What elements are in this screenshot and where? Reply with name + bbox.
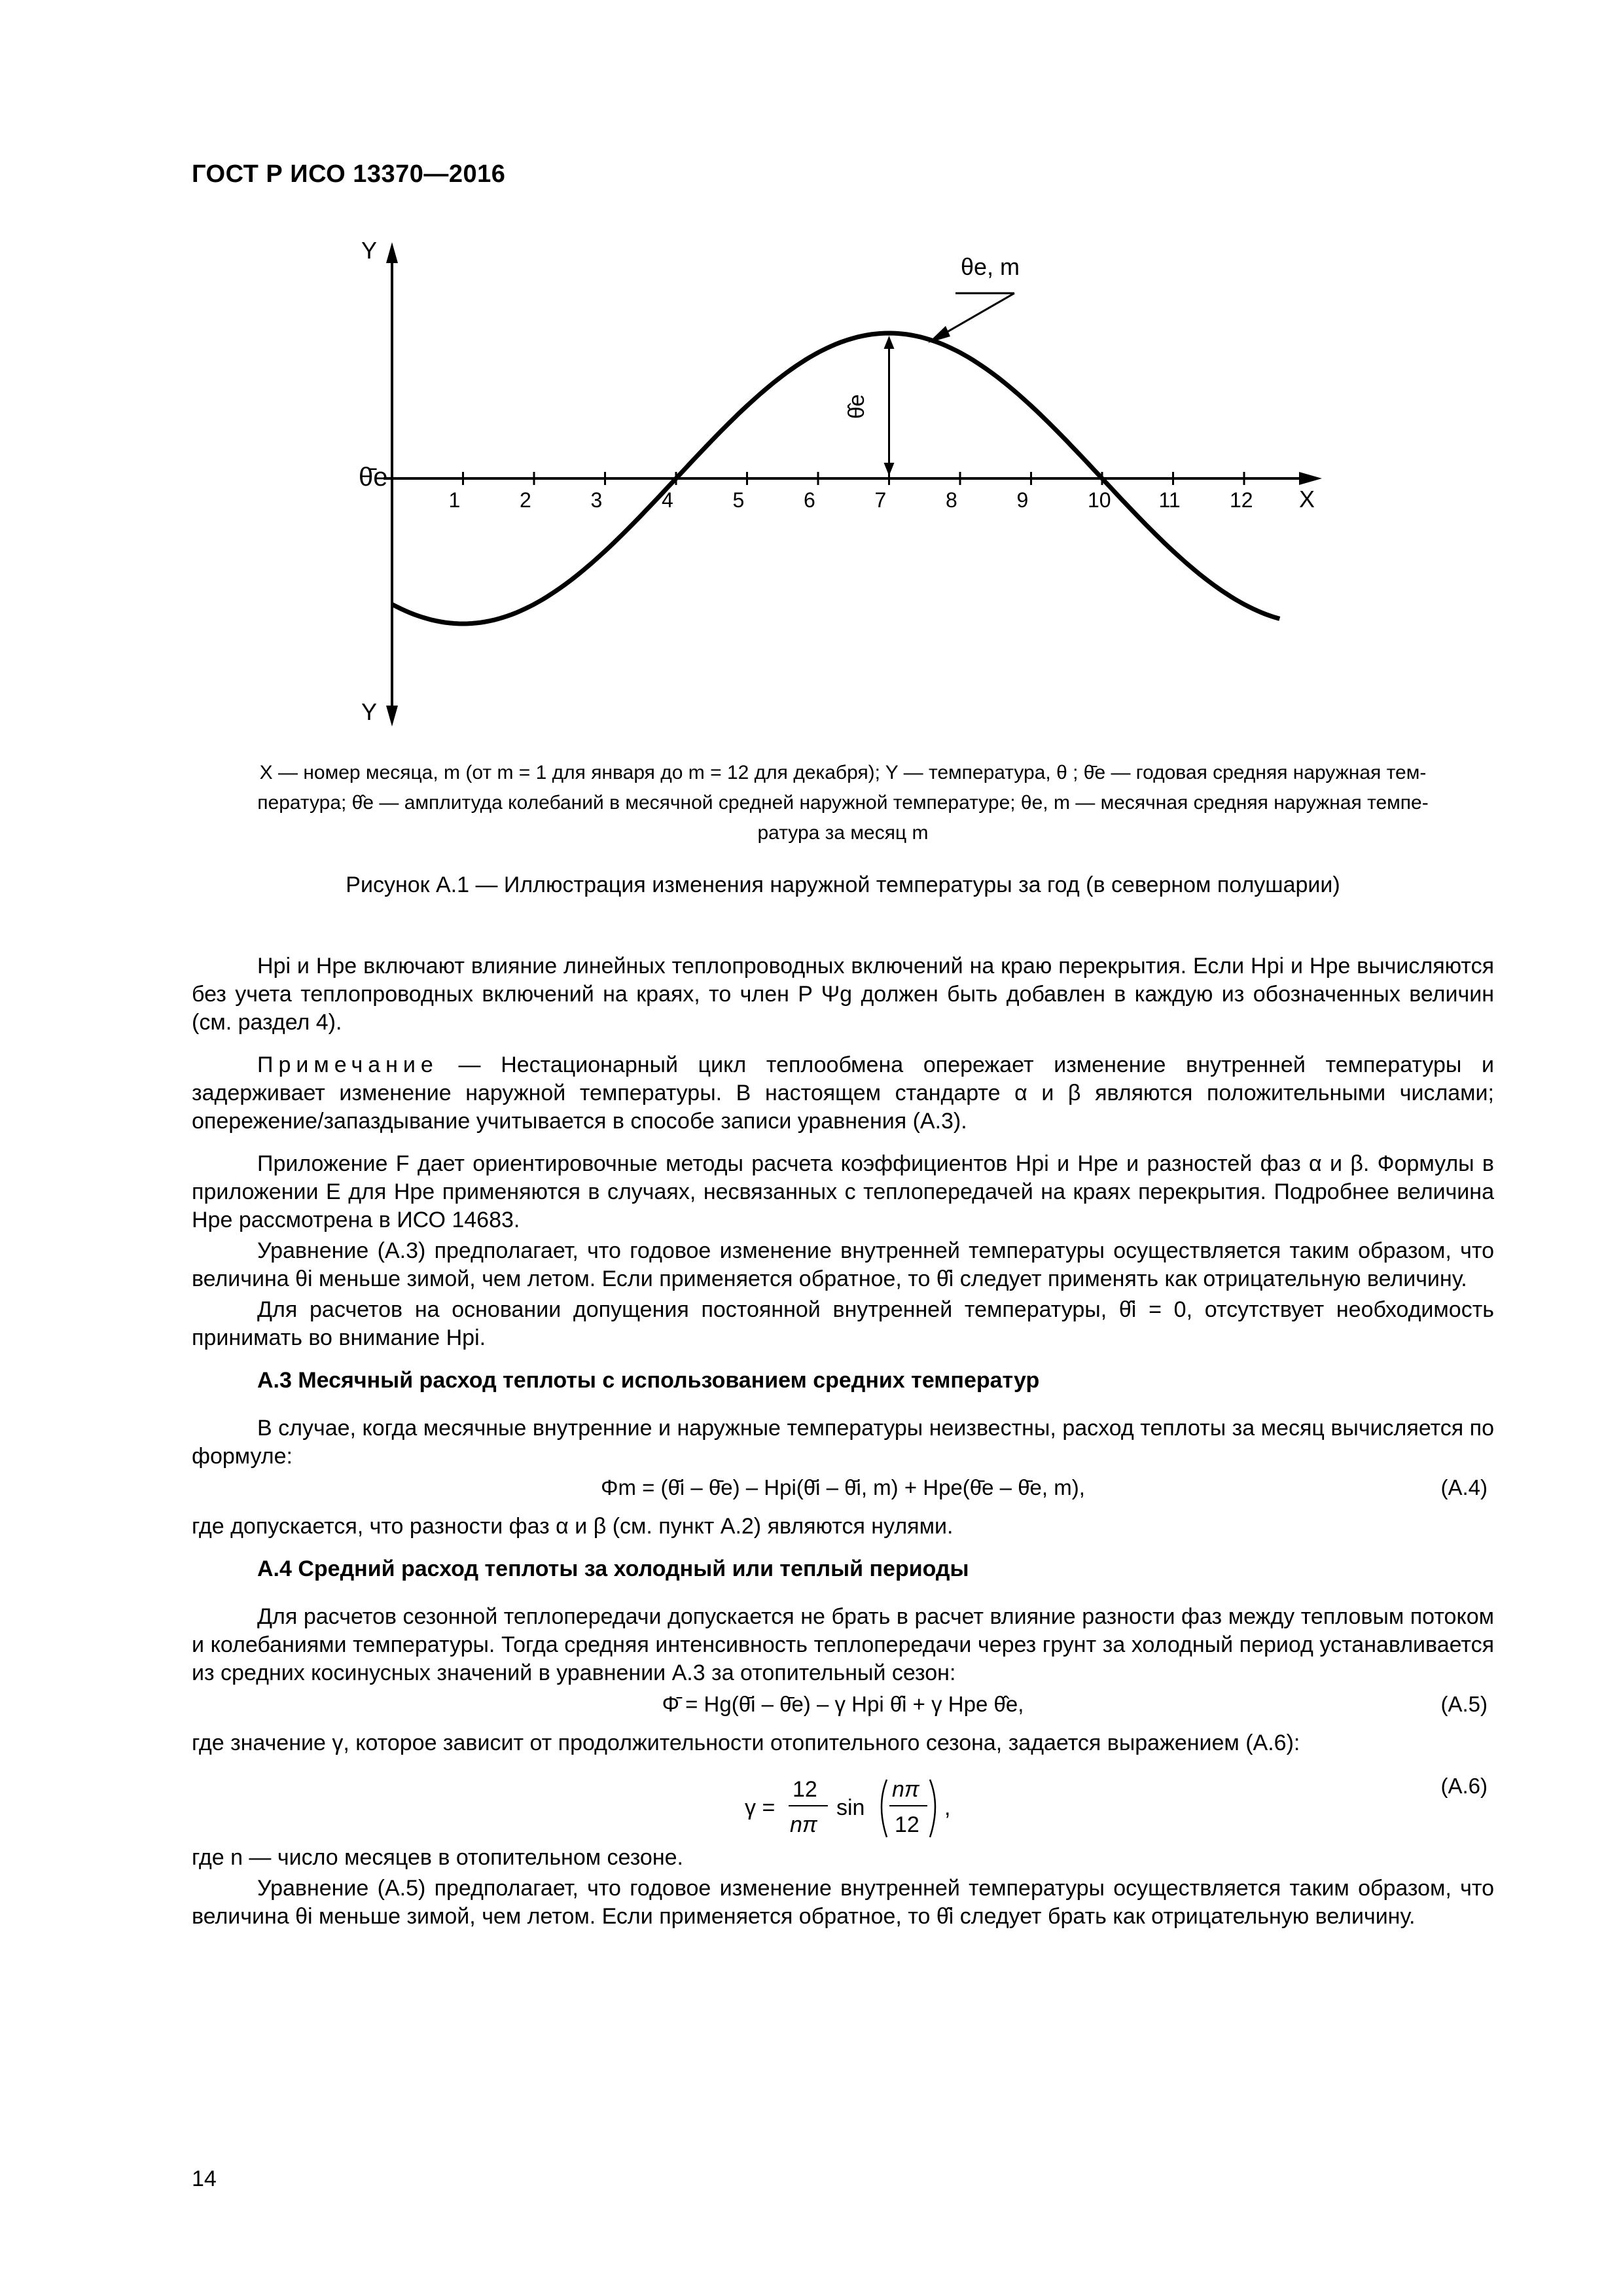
equation-a4-number: (А.4) xyxy=(1440,1475,1488,1499)
equation-a6-gamma: γ = xyxy=(745,1795,776,1820)
paragraph-equation-a5-assumption: Уравнение (А.5) предполагает, что годовое изменение внутренней температуры осуществляется таким образом, что величина θi меньше зимой, чем летом. Если применяется обратное, то θ̂i следует брать как отрицательную величину. xyxy=(192,1876,1494,1929)
paragraph-monthly-intro: В случае, когда месячные внутренние и наружные температуры неизвестны, расход теплоты за месяц вычисляется по формуле: xyxy=(192,1416,1494,1469)
x-tick-label-3: 3 xyxy=(590,488,603,512)
x-tick-label-12: 12 xyxy=(1230,488,1253,512)
equation-a6-arg-numerator: nπ xyxy=(892,1777,919,1802)
x-tick-label-11: 11 xyxy=(1158,488,1181,512)
x-axis-label: X xyxy=(1299,486,1315,512)
x-tick-label-6: 6 xyxy=(804,488,815,512)
equation-a5-body: Φ̄ = Hg(θ̄i – θ̄e) – γ Hpi θ̂i + γ Hpe θ̂e, xyxy=(662,1692,1024,1716)
x-tick-label-1: 1 xyxy=(448,488,461,512)
equation-a6-right-paren xyxy=(930,1780,935,1837)
document-header: ГОСТ Р ИСО 13370—2016 xyxy=(192,160,506,188)
page-number: 14 xyxy=(192,2166,217,2191)
curve-label: θe, m xyxy=(961,253,1020,280)
equation-a6-arg-denominator: 12 xyxy=(895,1812,919,1837)
equation-a6-denominator: nπ xyxy=(790,1812,817,1837)
x-tick-label-9: 9 xyxy=(1016,488,1029,512)
x-tick-label-5: 5 xyxy=(732,488,745,512)
curve-label-leader-arrow xyxy=(928,326,950,343)
equation-a4 xyxy=(192,1473,1494,1513)
x-tick-label-8: 8 xyxy=(946,488,957,512)
note-text: — Нестационарный цикл теплообмена опережает изменение внутренней температуры и задерживает изменение наружной температуры. В настоящем стандарте α и β являются положительными числами; опережение/запаздывание учитывается в способе записи уравнения (А.3). xyxy=(192,1052,1494,1134)
y-axis-label-top: Y xyxy=(361,237,378,264)
equation-a6-number: (А.6) xyxy=(1440,1774,1488,1798)
section-heading-a3: А.3 Месячный расход теплоты с использованием средних температур xyxy=(257,1368,1040,1393)
legend-line-2: пература; θ̂e — амплитуда колебаний в месячной средней наружной температуре; θe, m — месячная средняя наружная темпе- xyxy=(257,792,1429,814)
x-tick-label-7: 7 xyxy=(874,488,887,512)
paragraph-seasonal-intro: Для расчетов сезонной теплопередачи допускается не брать в расчет влияние разности фаз между тепловым потоком и колебаниями температуры. Тогда средняя интенсивность теплопередачи через грунт за холодный период устанавливается из средних косинусных значений в уравнении А.3 за отопительный сезон: xyxy=(192,1604,1494,1685)
x-tick-label-2: 2 xyxy=(520,488,531,512)
y-axis-arrow-down xyxy=(386,706,398,726)
y-axis-label-bottom: Y xyxy=(361,698,378,725)
paragraph-gamma-definition: где значение γ, которое зависит от продолжительности отопительного сезона, задается выражением (А.6): xyxy=(192,1731,1300,1755)
document-body xyxy=(192,952,1494,1945)
figure-a1-chart xyxy=(0,0,1623,753)
paragraph-constant-temperature: Для расчетов на основании допущения постоянной внутренней температуры, θ̂i = 0, отсутствует необходимость принимать во внимание Hpi. xyxy=(192,1297,1494,1350)
amplitude-arrow-head-top xyxy=(884,336,895,349)
paragraph-n-definition: где n — число месяцев в отопительном сезоне. xyxy=(192,1845,683,1870)
figure-legend xyxy=(192,758,1494,848)
equation-a6-left-paren xyxy=(882,1780,887,1837)
equation-a6-comma: , xyxy=(944,1795,951,1820)
amplitude-arrow-head-bottom xyxy=(884,463,895,476)
note-paragraph xyxy=(192,1051,1494,1136)
figure-caption: Рисунок А.1 — Иллюстрация изменения наружной температуры за год (в северном полушарии) xyxy=(346,872,1340,897)
paragraph-hpi-hpe: Hpi и Hpe включают влияние линейных теплопроводных включений на краю перекрытия. Если Hpi и Hpe вычисляются без учета теплопроводных включений на краях, то член P Ψg должен быть добавлен в каждую из обозначенных величин (см. раздел 4). xyxy=(192,954,1494,1035)
legend-line-3: ратура за месяц m xyxy=(757,822,929,844)
equation-a5 xyxy=(192,1690,1494,1729)
equation-a6-numerator: 12 xyxy=(793,1777,817,1802)
equation-a6-sin: sin xyxy=(836,1795,865,1820)
amplitude-label: θ̂e xyxy=(844,394,869,419)
baseline-label: θ̄e xyxy=(359,463,388,492)
equation-a6 xyxy=(192,1772,1494,1844)
paragraph-phase-zero: где допускается, что разности фаз α и β (см. пункт А.2) являются нулями. xyxy=(192,1514,954,1539)
equation-a5-number: (А.5) xyxy=(1440,1692,1488,1716)
paragraph-appendix-f: Приложение F дает ориентировочные методы расчета коэффициентов Hpi и Hpe и разностей фаз α и β. Формулы в приложении Е для Hpe применяются в случаях, несвязанных с теплопередачей на краях перекрытия. Подробнее величина Hpe рассмотрена в ИСО 14683. xyxy=(192,1151,1494,1232)
legend-line-1: X — номер месяца, m (от m = 1 для января до m = 12 для декабря); Y — температура, θ ; θ̄e — годовая средняя наружная тем- xyxy=(259,762,1427,783)
section-heading-a4: А.4 Средний расход теплоты за холодный или теплый периоды xyxy=(257,1556,969,1581)
x-axis-arrow xyxy=(1299,472,1322,485)
equation-a6-formula xyxy=(192,1772,1494,1844)
note-label: Примечание xyxy=(257,1052,438,1077)
equation-a4-body: Φm = (θ̄i – θ̄e) – Hpi(θ̄i – θ̄i, m) + Hpe(θ̄e – θ̄e, m), xyxy=(601,1475,1085,1499)
x-tick-label-10: 10 xyxy=(1088,488,1111,512)
paragraph-equation-a3: Уравнение (А.3) предполагает, что годовое изменение внутренней температуры осуществляется таким образом, что величина θi меньше зимой, чем летом. Если применяется обратное, то θ̂i следует применять как отрицательную величину. xyxy=(192,1238,1494,1291)
x-tick-label-4: 4 xyxy=(662,488,673,512)
y-axis-arrow-up xyxy=(386,242,398,263)
